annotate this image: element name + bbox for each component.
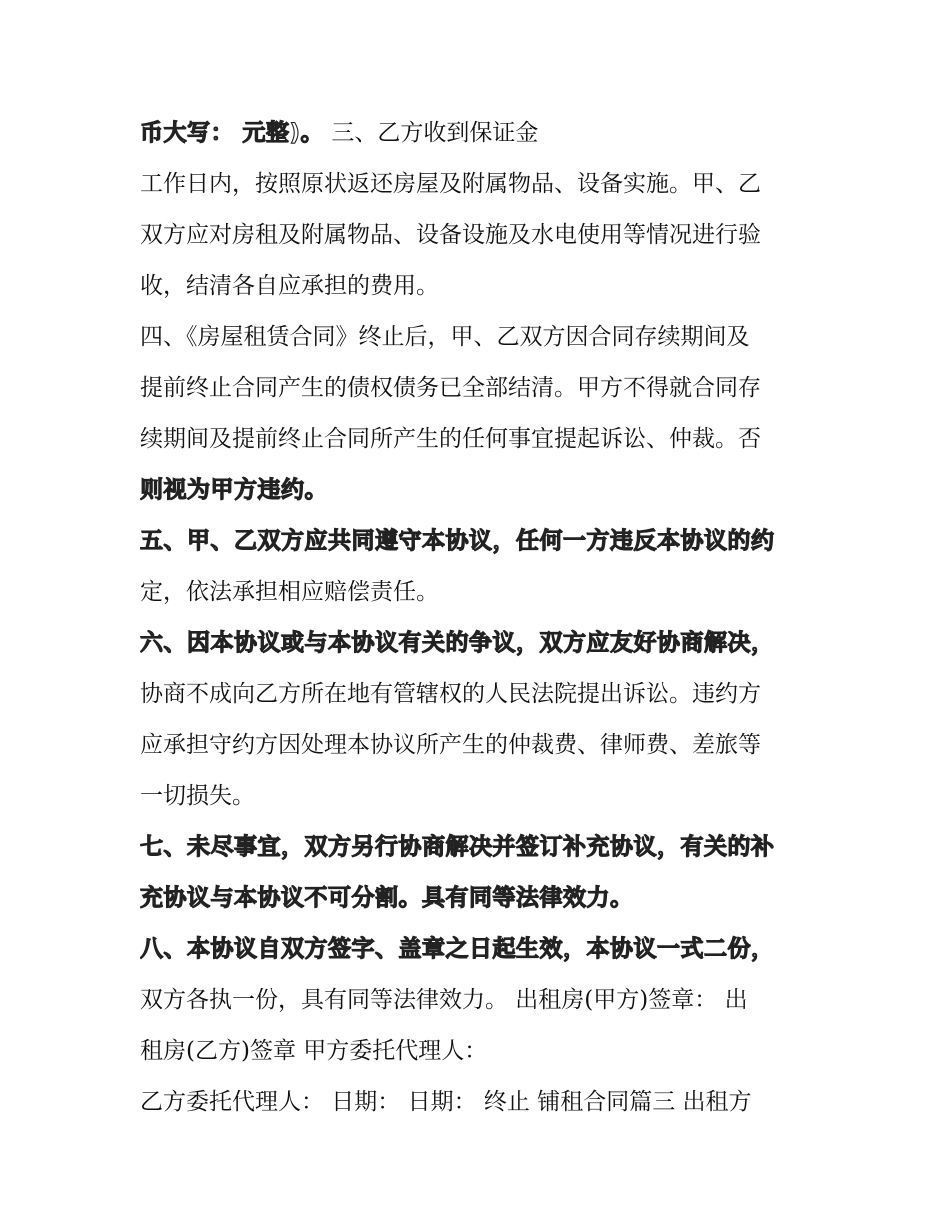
outlined-text: 六、因本协议或与本协议有关的争议，双方应友好协商解决， <box>140 630 775 656</box>
body-text: 租房(乙方)签章 甲方委托代理人： <box>140 1038 488 1064</box>
text-line-18 <box>140 975 830 1026</box>
body-text: 双方应对房租及附属物品、设备设施及水电使用等情况进行验 <box>140 222 761 248</box>
outlined-text: 则视为甲方违约。 <box>140 477 328 503</box>
text-line-13 <box>140 720 830 771</box>
text-line-16 <box>140 873 830 924</box>
text-line-17 <box>140 924 830 975</box>
body-text: 工作日内，按照原状返还房屋及附属物品、设备实施。甲、乙 <box>140 171 761 197</box>
text-line-3 <box>140 210 830 261</box>
text-line-14 <box>140 771 830 822</box>
text-line-11 <box>140 618 830 669</box>
outlined-text: 充协议与本协议不可分割。具有同等法律效力。 <box>140 885 634 911</box>
text-line-15 <box>140 822 830 873</box>
text-line-20 <box>140 1077 830 1128</box>
outlined-text: 五、甲、乙双方应共同遵守本协议，任何一方违反本协议的约 <box>140 528 775 554</box>
outlined-text: 币大写： 元整)。 <box>140 120 325 146</box>
body-text: 定，依法承担相应赔偿责任。 <box>140 579 439 605</box>
text-line-10 <box>140 567 830 618</box>
text-line-4 <box>140 261 830 312</box>
text-line-1 <box>140 108 830 159</box>
body-text: 四、《房屋租赁合同》终止后，甲、乙双方因合同存续期间及 <box>140 324 750 350</box>
body-text: 收，结清各自应承担的费用。 <box>140 273 439 299</box>
outlined-text: 八、本协议自双方签字、盖章之日起生效，本协议一式二份， <box>140 936 775 962</box>
text-line-12 <box>140 669 830 720</box>
text-line-19 <box>140 1026 830 1077</box>
body-text: 续期间及提前终止合同所产生的任何事宜提起诉讼、仲裁。否 <box>140 426 761 452</box>
text-line-8 <box>140 465 830 516</box>
text-line-2 <box>140 159 830 210</box>
outlined-text: 七、未尽事宜，双方另行协商解决并签订补充协议，有关的补 <box>140 834 775 860</box>
body-text: 双方各执一份，具有同等法律效力。 出租房(甲方)签章： 出 <box>140 987 748 1013</box>
text-line-5 <box>140 312 830 363</box>
body-text: 应承担守约方因处理本协议所产生的仲裁费、律师费、差旅等 <box>140 732 761 758</box>
text-line-7 <box>140 414 830 465</box>
text-line-9 <box>140 516 830 567</box>
document-body <box>140 108 830 1128</box>
body-text: 乙方委托代理人： 日期： 日期： 终止 铺租合同篇三 出租方 <box>140 1089 752 1115</box>
body-text: 提前终止合同产生的债权债务已全部结清。甲方不得就合同存 <box>140 375 761 401</box>
body-text: 三、乙方收到保证金 <box>324 120 539 146</box>
text-line-6 <box>140 363 830 414</box>
body-text: 协商不成向乙方所在地有管辖权的人民法院提出诉讼。违约方 <box>140 681 761 707</box>
body-text: 一切损失。 <box>140 783 255 809</box>
